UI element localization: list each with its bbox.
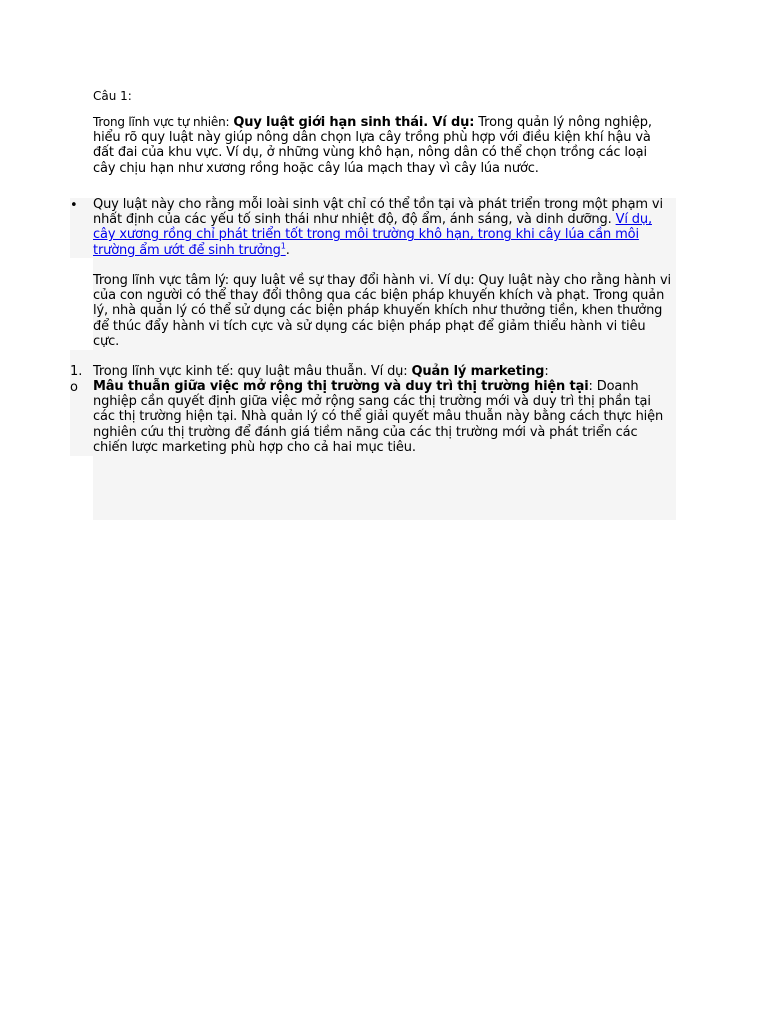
economics-paragraph	[93, 364, 673, 379]
bullet-marker: •	[70, 198, 78, 213]
sub-item-text: : Doanh nghiệp cần quyết định giữa việc mở rộng sang các thị trường mới và duy trì thị phần tại các thị trường hiện tại. Nhà quản lý có thể giải quyết mâu thuẫn này bằng cách thực hiện nghiên cứu thị trường để đánh giá tiềm năng của các thị trường mới và phát triển các chiến lược marketing phù hợp cho cả hai mục tiêu.	[93, 379, 664, 455]
psychology-text: Trong lĩnh vực tâm lý: quy luật về sự thay đổi hành vi. Ví dụ: Quy luật này cho rằng hành vi của con người có thể thay đổi thông qua các biện pháp khuyến khích và phạt. Trong quản lý, nhà quản lý có thể sử dụng các biện pháp khuyến khích như thưởng tiền, khen thưởng để thúc đẩy hành vi tích cực và sử dụng các biện pháp phạt để giảm thiểu hành vi tiêu cực.	[93, 273, 671, 349]
numbered-marker: 1.	[70, 364, 83, 379]
sub-item-paragraph	[93, 379, 673, 455]
bullet-text: Quy luật này cho rằng mỗi loài sinh vật chỉ có thể tồn tại và phát triển trong một phạm vi nhất định của các yếu tố sinh thái như nhiệt độ, độ ẩm, ánh sáng, và dinh dưỡng.	[93, 197, 663, 228]
footnote-ref: 1	[280, 241, 286, 251]
sub-item-marker: o	[70, 380, 78, 395]
natural-paragraph	[93, 115, 673, 176]
sub-item-bold: Mâu thuẫn giữa việc mở rộng thị trường và duy trì thị trường hiện tại	[93, 379, 589, 394]
bullet-end: .	[285, 242, 290, 258]
psychology-paragraph	[93, 273, 673, 349]
bullet-paragraph	[93, 197, 673, 258]
economics-text: Trong lĩnh vực kinh tế: quy luật mâu thuẫn. Ví dụ:	[93, 364, 408, 379]
natural-title: Quy luật giới hạn sinh thái. Ví dụ:	[233, 115, 475, 130]
shaded-region	[93, 456, 676, 520]
economics-end: :	[544, 364, 549, 379]
natural-prefix: Trong lĩnh vực tự nhiên:	[93, 115, 230, 129]
economics-bold: Quản lý marketing	[411, 364, 545, 379]
natural-text: Trong quản lý nông nghiệp, hiểu rõ quy luật này giúp nông dân chọn lựa cây trồng phù hợp với điều kiện khí hậu và đất đai của khu vực. Ví dụ, ở những vùng khô hạn, nông dân có thể chọn trồng các loại cây chịu hạn như xương rồng hoặc cây lúa mạch thay vì cây lúa nước.	[93, 115, 652, 176]
example-link-text: Ví dụ, cây xương rồng chỉ phát triển tốt trong môi trường khô hạn, trong khi cây lúa cần môi trường ẩm ướt để sinh trưởng	[93, 212, 652, 258]
question-label: Câu 1:	[93, 89, 132, 103]
